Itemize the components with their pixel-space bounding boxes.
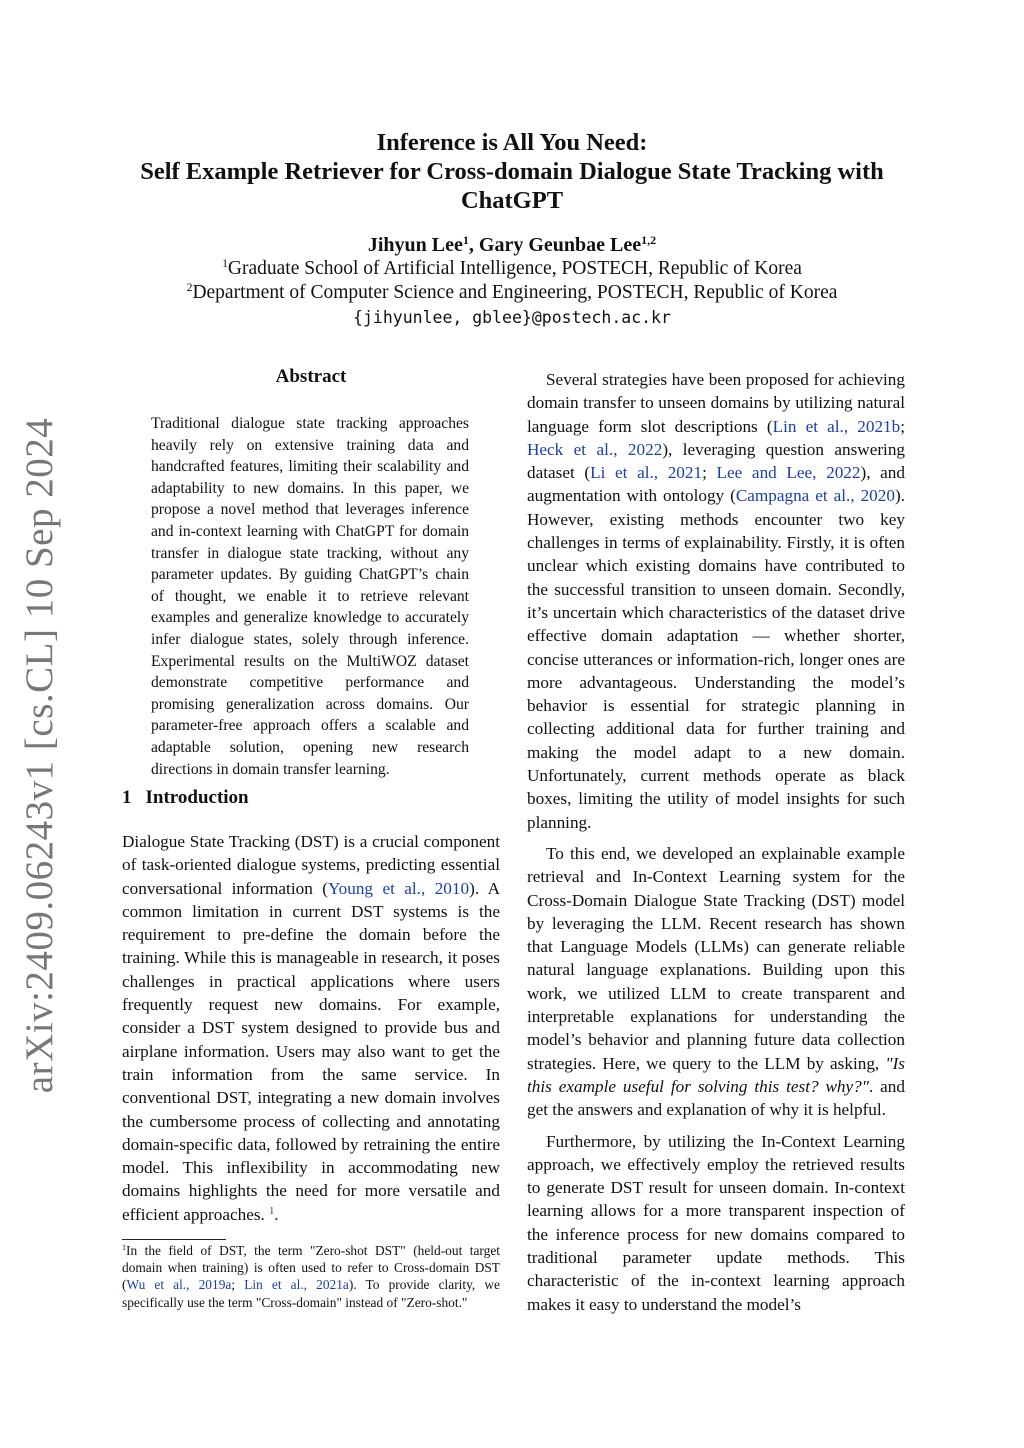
body-paragraph: Furthermore, by utilizing the In-Context Learning approach, we effectively employ the retrieved results to generate DST result for unseen domain. In-context learning allows for a more transparent inspection of the inference process for new domains compared to traditional parameter update methods. This characteristic of the in-context learning approach makes it easy to understand the model’s — [527, 1131, 905, 1314]
footnote-divider — [122, 1239, 226, 1240]
introduction-paragraph — [122, 830, 500, 1226]
arxiv-sidebar — [10, 417, 70, 1093]
body-paragraph — [527, 842, 905, 1122]
paragraph-text: . — [274, 1204, 279, 1224]
title-line-3: ChatGPT — [460, 187, 564, 214]
affiliation-mark: 1 — [222, 256, 228, 270]
author-email: {jihyunlee, gblee}@postech.ac.kr — [353, 308, 671, 327]
author-separator: , — [468, 234, 479, 256]
author-list — [100, 232, 924, 258]
paragraph-text: ; — [702, 463, 717, 483]
footnote-mark: 1 — [122, 1243, 127, 1253]
body-paragraph — [527, 368, 905, 834]
arxiv-identifier: arXiv:2409.06243v1 [cs.CL] 10 Sep 2024 — [18, 417, 62, 1093]
title-line-1: Inference is All You Need: — [376, 129, 648, 156]
paragraph-text: Dialogue State Tracking (DST) is a crucial component of task-oriented dialogue systems, predicting essential conversational information ( — [122, 832, 500, 898]
author-affiliation-mark: 1 — [462, 232, 469, 247]
footnote-reference[interactable]: 1 — [269, 1205, 275, 1217]
paper-title — [100, 128, 924, 215]
affiliation-2 — [100, 281, 924, 305]
footnote-text: In the field of DST, the term "Zero-shot DST" (held-out target domain when training) is often used to refer to Cross-domain DST ( — [122, 1243, 500, 1293]
paragraph-text: ; — [900, 416, 906, 436]
citation-link[interactable]: Lin et al., 2021a — [244, 1277, 349, 1293]
paragraph-text: ). However, existing methods encounter two key challenges in terms of explainability. Firstly, it is often unclear which existing domains have contributed to the successful transition to unseen domain. Secondly, it’s uncertain which characteristics of the dataset drive effective domain adaptation — whether shorter, concise utterances or information-rich, longer ones are more advantageous. Understanding the model’s behavior is essential for strategic planning in collecting additional data for further training and making the model adapt to a new domain. Unfortunately, current methods operate as black boxes, limiting the utility of model insights for such planning. — [527, 486, 905, 832]
footnote — [122, 1242, 500, 1311]
footnote-text: ). To provide clarity, we specifically use the term "Cross-domain" instead of "Zero-shot." — [122, 1277, 500, 1310]
affiliation-text: Department of Computer Science and Engineering, POSTECH, Republic of Korea — [192, 282, 838, 303]
section-title: Introduction — [145, 787, 249, 808]
title-line-2: Self Example Retriever for Cross-domain Dialogue State Tracking with — [140, 158, 884, 185]
paragraph-text: . and get the answers and explanation of why it is helpful. — [527, 1076, 905, 1120]
paragraph-text: ), and augmentation with ontology ( — [527, 463, 905, 506]
quoted-question: "Is this example useful for solving this test? why?" — [527, 1053, 905, 1096]
section-number: 1 — [122, 787, 132, 808]
author-affiliation-mark: 1,2 — [641, 232, 657, 247]
right-column — [527, 368, 905, 1324]
citation-link[interactable]: Lee and Lee, 2022 — [716, 463, 861, 483]
citation-link[interactable]: Li et al., 2021 — [590, 463, 703, 483]
citation-link[interactable]: Wu et al., 2019a — [126, 1277, 232, 1293]
abstract-text: Traditional dialogue state tracking approaches heavily rely on extensive training data and handcrafted features, limiting their scalability and adaptability to new domains. In this paper, we propose a novel method that leverages inference and in-context learning with ChatGPT for domain transfer in dialogue state tracking, without any parameter updates. By guiding ChatGPT’s chain of thought, we enable it to retrieve relevant examples and generalize knowledge to accurately infer dialogue states, solely through inference. Experimental results on the MultiWOZ dataset demonstrate competitive performance and promising generalization across domains. Our parameter-free approach offers a scalable and adaptable solution, opening new research directions in domain transfer learning. — [151, 415, 469, 778]
citation-link[interactable]: Campagna et al., 2020 — [735, 486, 895, 506]
section-heading-introduction — [122, 787, 500, 809]
footnote-text: ; — [231, 1277, 245, 1293]
citation-link[interactable]: Young et al., 2010 — [327, 878, 470, 898]
affiliation-1 — [100, 257, 924, 281]
author-name: Jihyun Lee — [367, 234, 463, 256]
paragraph-text: ). A common limitation in current DST systems is the requirement to pre-define the domain before the training. While this is manageable in research, it poses challenges in practical applications where users frequently request new domains. For example, consider a DST system designed to provide bus and airplane information. Users may also want to get the train information from the same service. In conventional DST, integrating a new domain involves the cumbersome process of collecting and annotating domain-specific data, followed by retraining the entire model. This inflexibility in accommodating new domains highlights the need for more versatile and efficient approaches. — [122, 878, 501, 1224]
paragraph-text: ), leveraging question answering dataset ( — [527, 439, 906, 483]
paragraph-text: Several strategies have been proposed for achieving domain transfer to unseen domains by utilizing natural language form slot descriptions ( — [527, 370, 905, 436]
citation-link[interactable]: Heck et al., 2022 — [527, 439, 663, 459]
author-name: Gary Geunbae Lee — [478, 234, 642, 256]
paragraph-text: To this end, we developed an explainable example retrieval and In-Context Learning system for the Cross-Domain Dialogue State Tracking (DST) model by leveraging the LLM. Recent research has shown that Language Models (LLMs) can generate reliable natural language explanations. Building upon this work, we utilized LLM to create transparent and interpretable explanations for understanding the model’s behavior and planning future data collection strategies. Here, we query to the LLM by asking, — [527, 843, 905, 1073]
abstract-heading: Abstract — [275, 366, 347, 387]
affiliation-text: Graduate School of Artificial Intelligence, POSTECH, Republic of Korea — [227, 258, 802, 279]
affiliation-mark: 2 — [186, 280, 193, 294]
citation-link[interactable]: Lin et al., 2021b — [772, 416, 901, 436]
